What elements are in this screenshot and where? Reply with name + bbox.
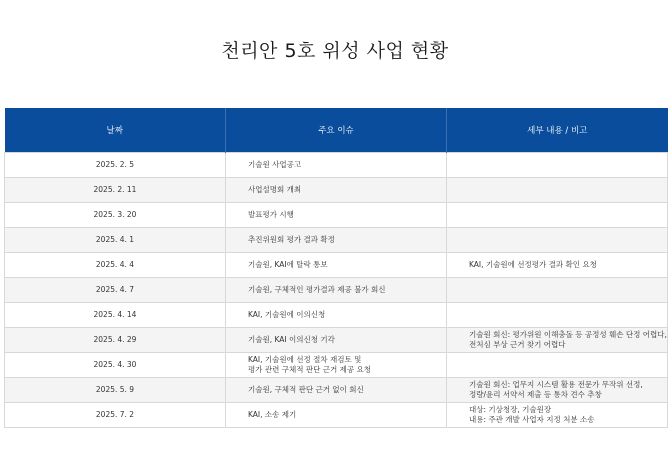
table-row — [5, 253, 668, 278]
date-cell: 2025. 5. 9 — [5, 378, 226, 403]
date-cell: 2025. 3. 20 — [5, 203, 226, 228]
date-cell: 2025. 4. 29 — [5, 328, 226, 353]
table-row — [5, 228, 668, 253]
table-row — [5, 153, 668, 178]
detail-cell — [447, 278, 668, 303]
detail-cell — [447, 353, 668, 378]
issue-cell — [226, 228, 447, 253]
detail-cell — [447, 328, 668, 353]
detail-line: KAI, 기술원에 선정평가 결과 확인 요청 — [469, 260, 597, 269]
detail-line: 기술원 회신: 평가위원 이해충돌 등 공정성 훼손 단정 어렵다, — [469, 330, 667, 339]
date-cell: 2025. 4. 1 — [5, 228, 226, 253]
table-row — [5, 178, 668, 203]
issue-line: 기술원, 구체적인 평가결과 제공 불가 회신 — [248, 285, 386, 294]
date-cell: 2025. 4. 7 — [5, 278, 226, 303]
detail-line: 내용: 주관 개발 사업자 지정 처분 소송 — [469, 415, 595, 424]
detail-cell — [447, 378, 668, 403]
detail-cell — [447, 178, 668, 203]
detail-line: 기술원 회신: 업무지 시스템 활용 전문가 무작위 선정, — [469, 380, 643, 389]
table-row — [5, 203, 668, 228]
issue-line: 기술원 사업공고 — [248, 160, 302, 169]
detail-cell — [447, 203, 668, 228]
issue-cell — [226, 378, 447, 403]
issue-line: 평가 관련 구체적 판단 근거 제공 요청 — [248, 365, 371, 374]
issue-line: 기술원, KAI 이의신청 기각 — [248, 335, 335, 344]
issue-line: 추진위원회 평가 결과 확정 — [248, 235, 335, 244]
issue-cell — [226, 353, 447, 378]
issue-line: KAI, 기술원에 이의신청 — [248, 310, 326, 319]
issue-cell — [226, 178, 447, 203]
page-title: 천리안 5호 위성 사업 현황 — [221, 40, 449, 62]
table-row — [5, 353, 668, 378]
detail-line: 전처심 부상 근거 찾기 어렵다 — [469, 340, 566, 349]
table-row — [5, 378, 668, 403]
table-header-row — [5, 108, 668, 153]
detail-line: 대상: 기상청장, 기술원장 — [469, 405, 552, 414]
issue-cell — [226, 403, 447, 428]
table-header — [5, 108, 668, 153]
column-header-issue: 주요 이슈 — [226, 108, 447, 153]
detail-cell — [447, 303, 668, 328]
status-table — [4, 108, 668, 428]
date-cell: 2025. 2. 5 — [5, 153, 226, 178]
table-row — [5, 403, 668, 428]
date-cell: 2025. 2. 11 — [5, 178, 226, 203]
issue-line: 기술원, 구체적 판단 근거 없이 회신 — [248, 385, 364, 394]
date-cell: 2025. 4. 30 — [5, 353, 226, 378]
column-header-detail: 세부 내용 / 비고 — [447, 108, 668, 153]
detail-cell — [447, 153, 668, 178]
issue-line: 사업설명회 개최 — [248, 185, 302, 194]
status-table-container — [4, 108, 667, 428]
date-cell: 2025. 4. 4 — [5, 253, 226, 278]
detail-line: 정량/윤리 서약서 제출 등 통차 견수 추창 — [469, 390, 602, 399]
issue-line: 발표평가 시행 — [248, 210, 294, 219]
issue-cell — [226, 203, 447, 228]
table-row — [5, 328, 668, 353]
detail-cell — [447, 228, 668, 253]
table-row — [5, 303, 668, 328]
issue-cell — [226, 253, 447, 278]
issue-line: KAI, 기술원에 선정 절차 재검토 및 — [248, 355, 362, 364]
issue-cell — [226, 153, 447, 178]
date-cell: 2025. 4. 14 — [5, 303, 226, 328]
issue-cell — [226, 303, 447, 328]
table-body — [5, 153, 668, 428]
issue-line: 기술원, KAI에 탈락 통보 — [248, 260, 328, 269]
issue-line: KAI, 소송 제기 — [248, 410, 297, 419]
column-header-date: 날짜 — [5, 108, 226, 153]
date-cell: 2025. 7. 2 — [5, 403, 226, 428]
issue-cell — [226, 278, 447, 303]
issue-cell — [226, 328, 447, 353]
detail-cell — [447, 403, 668, 428]
detail-cell — [447, 253, 668, 278]
table-row — [5, 278, 668, 303]
